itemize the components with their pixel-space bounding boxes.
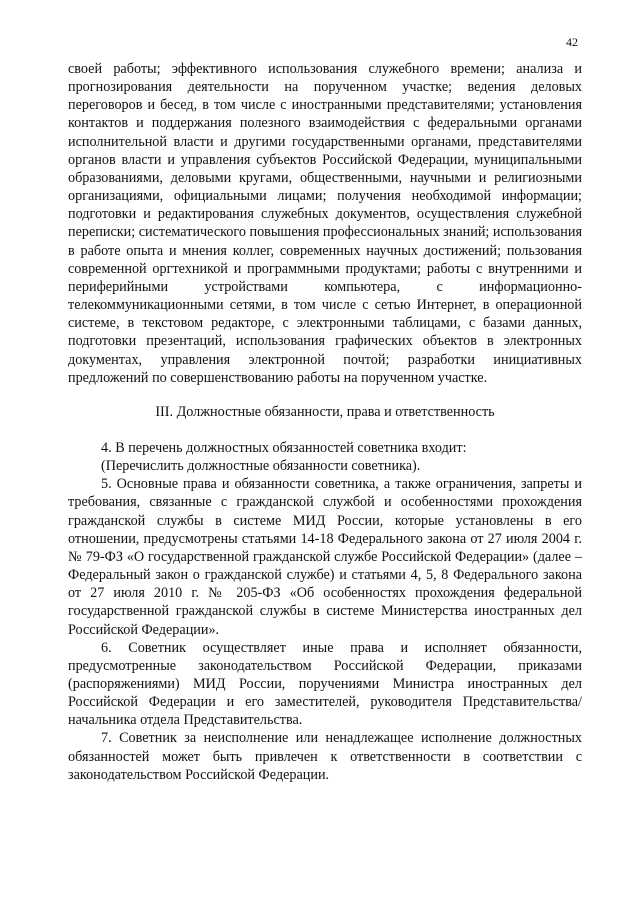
paragraph-continuation: своей работы; эффективного использования служебного времени; анализа и прогнозирования деятельности на порученном участке; ведения деловых переговоров и бесед, в том числе с иностранными представителями; установления контактов и поддержания полезного взаимодействия с федеральными органами исполнительной власти и другими государственными органами, представителями органов власти и управления субъектов Российской Федерации, муниципальными образованиями, деловыми кругами, общественными, научными и религиозными организациями, официальными лицами; получения необходимой информации; подготовки и редактирования служебных документов, осуществления служебной переписки; систематического повышения профессиональных знаний; использования в работе опыта и мнения коллег, современных научных достижений; пользования современной оргтехникой и программными продуктами; работы с внутренними и периферийными устройствами компьютера, с информационно-телекоммуникационными сетями, в том числе с сетью Интернет, в операционной системе, в текстовом редакторе, с электронными таблицами, с базами данных, подготовки презентаций, использования графических объектов в электронных документах, управления электронной почтой; разработки инициативных предложений по совершенствованию работы на порученном участке. xyxy=(68,61,582,386)
paragraph-4-note: (Перечислить должностные обязанности советника). xyxy=(101,458,421,475)
section-heading: III. Должностные обязанности, права и ответственность xyxy=(155,403,495,420)
document-body xyxy=(68,60,582,784)
paragraph-4: 4. В перечень должностных обязанностей советника входит: xyxy=(101,439,467,456)
page-number: 42 xyxy=(566,35,578,49)
paragraph-5: 5. Основные права и обязанности советника, а также ограничения, запреты и требования, связанные с гражданской службой и особенностями прохождения гражданской службы в системе МИД России, которые установлены в его отношении, предусмотрены статьями 14-18 Федерального закона от 27 июля 2004 г. № 79-ФЗ «О государственной гражданской службе Российской Федерации» (далее – Федеральный закон о гражданской службе) и статьями 4, 5, 8 Федерального закона от 27 июля 2010 г. № 205-ФЗ «Об особенностях прохождения федеральной государственной гражданской службы в системе Министерства иностранных дел Российской Федерации». xyxy=(68,476,582,638)
paragraph-6: 6. Советник осуществляет иные права и исполняет обязанности, предусмотренные законодательством Российской Федерации, приказами (распоряжениями) МИД России, поручениями Министра иностранных дел Российской Федерации и его заместителей, руководителя Представительства/начальника отдела Представительства. xyxy=(68,639,582,729)
paragraph-7: 7. Советник за неисполнение или ненадлежащее исполнение должностных обязанностей может быть привлечен к ответственности в соответствии с законодательством Российской Федерации. xyxy=(68,730,582,783)
